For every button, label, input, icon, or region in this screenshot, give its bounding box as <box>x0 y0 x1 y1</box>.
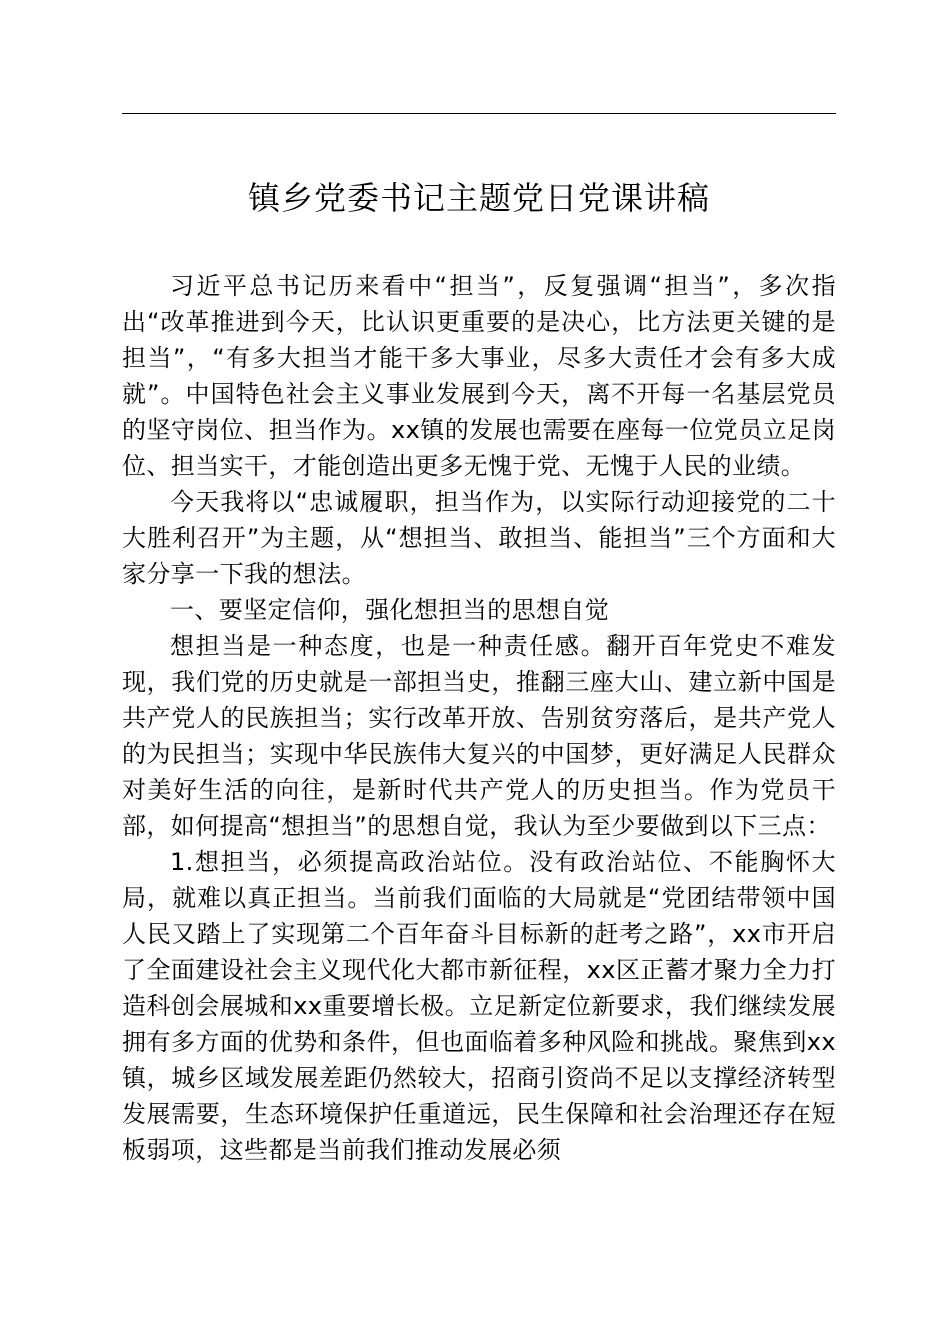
header-rule <box>122 113 836 114</box>
paragraph-intro: 习近平总书记历来看中“担当”，反复强调“担当”，多次指出“改革推进到今天，比认识更重要的是决心，比方法更关键的是担当”，“有多大担当才能干多大事业，尽多大责任才会有多大成就”。中国特色社会主义事业发展到今天，离不开每一名基层党员的坚守岗位、担当作为。xx镇的发展也需要在座每一位党员立足岗位、担当实干，才能创造出更多无愧于党、无愧于人民的业绩。 <box>122 272 836 480</box>
paragraph-point-1: 1.想担当，必须提高政治站位。没有政治站位、不能胸怀大局，就难以真正担当。当前我们面临的大局就是“党团结带领中国人民又踏上了实现第二个百年奋斗目标新的赶考之路”，xx市开启了全面建设社会主义现代化大都市新征程，xx区正蓄才聚力全力打造科创会展城和xx重要增长极。立足新定位新要求，我们继续发展拥有多方面的优势和条件，但也面临着多种风险和挑战。聚焦到xx镇，城乡区域发展差距仍然较大，招商引资尚不足以支撑经济转型发展需要，生态环境保护任重道远，民生保障和社会治理还存在短板弱项，这些都是当前我们推动发展必须 <box>122 848 836 1164</box>
document-body <box>122 268 836 1168</box>
paragraph-section-1: 想担当是一种态度，也是一种责任感。翻开百年党史不难发现，我们党的历史就是一部担当史，推翻三座大山、建立新中国是共产党人的民族担当；实行改革开放、告别贫穷落后，是共产党人的为民担当；实现中华民族伟大复兴的中国梦，更好满足人民群众对美好生活的向往，是新时代共产党人的历史担当。作为党员干部，如何提高“想担当”的思想自觉，我认为至少要做到以下三点： <box>122 632 836 840</box>
section-heading-1: 一、要坚定信仰，强化想担当的思想自觉 <box>170 596 610 624</box>
document-title: 镇乡党委书记主题党日党课讲稿 <box>247 179 710 217</box>
paragraph-theme: 今天我将以“忠诚履职，担当作为，以实际行动迎接党的二十大胜利召开”为主题，从“想担当、敢担当、能担当”三个方面和大家分享一下我的想法。 <box>122 488 836 588</box>
